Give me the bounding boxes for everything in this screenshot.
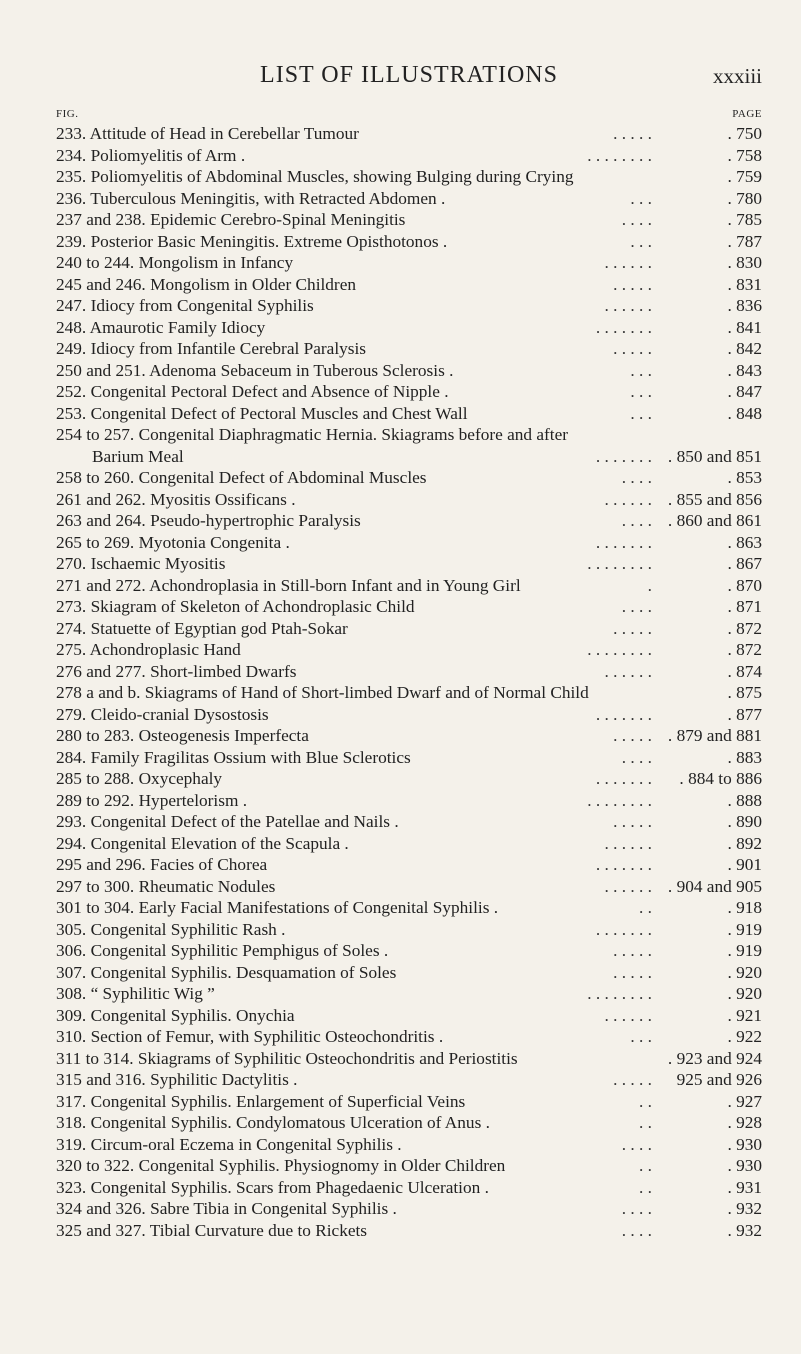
entry-title: 301 to 304. Early Facial Manifestations of Congenital Syphilis . [56, 898, 499, 917]
leader-dots: . . [639, 1177, 652, 1197]
list-item [56, 553, 762, 575]
page-number: xxxiii [712, 64, 762, 88]
list-item [56, 1069, 762, 1091]
leader-dots: . . . . . [613, 618, 652, 638]
leader-dots: . . . . [621, 468, 652, 487]
entry-page: . 872 [727, 640, 762, 659]
leader-dots: . . . . . . . . [587, 554, 652, 573]
entry-page: . 841 [727, 317, 762, 337]
entry-title: 271 and 272. Achondroplasia in Still-born Infant and in Young Girl [56, 575, 521, 595]
entry-title: 258 to 260. Congenital Defect of Abdominal Muscles [56, 468, 427, 487]
entry-page: . 922 [727, 1027, 762, 1046]
entry-title: 254 to 257. Congenital Diaphragmatic Hernia. Skiagrams before and after [56, 425, 569, 444]
list-item [56, 467, 762, 489]
entry-page: . 928 [727, 1113, 762, 1132]
entry-title: 276 and 277. Short-limbed Dwarfs [56, 661, 297, 681]
leader-dots: . . . [630, 360, 652, 380]
entry-page: . 871 [727, 597, 762, 616]
entry-page: . 843 [727, 360, 762, 380]
entry-title: 234. Poliomyelitis of Arm . [56, 145, 246, 165]
leader-dots: . . . . . [613, 812, 652, 831]
list-item [56, 209, 762, 231]
entry-page: . 931 [727, 1177, 762, 1197]
entry-title: 284. Family Fragilitas Ossium with Blue Sclerotics [56, 747, 411, 767]
leader-dots: . . [639, 1113, 652, 1132]
entry-page: . 883 [727, 747, 762, 767]
entry-title: 265 to 269. Myotonia Congenita . [56, 532, 290, 552]
leader-dots: . . . . [621, 511, 652, 530]
list-item [56, 983, 762, 1005]
fig-column-label: FIG. [56, 108, 79, 120]
list-item [56, 274, 762, 296]
entry-page: . 930 [727, 1134, 762, 1154]
entry-title: 310. Section of Femur, with Syphilitic Osteochondritis . [56, 1027, 444, 1046]
leader-dots: . [647, 575, 652, 595]
entry-title: 278 a and b. Skiagrams of Hand of Short-limbed Dwarf and of Normal Child [56, 683, 589, 702]
leader-dots: . . . . . [613, 274, 652, 294]
list-item [56, 338, 762, 360]
leader-dots: . . . [630, 403, 652, 423]
entry-page: . 877 [727, 704, 762, 724]
entry-title: 294. Congenital Elevation of the Scapula . [56, 833, 349, 853]
list-item [56, 725, 762, 747]
list-item [56, 1177, 762, 1199]
entry-page: . 884 to 886 [679, 769, 762, 788]
leader-dots: . . . . . [613, 124, 652, 143]
list-item [56, 639, 762, 661]
entry-page: . 919 [727, 919, 762, 939]
leader-dots: . . . [630, 382, 652, 401]
list-item [56, 897, 762, 919]
entry-page: 925 and 926 [676, 1070, 762, 1089]
leader-dots: . . . . [621, 210, 652, 229]
list-item [56, 381, 762, 403]
entry-title: 285 to 288. Oxycephaly [56, 769, 223, 788]
leader-dots: . . . . [621, 747, 652, 767]
list-item [56, 575, 762, 597]
entry-page: . 787 [727, 231, 762, 251]
entry-title: 250 and 251. Adenoma Sebaceum in Tuberous Sclerosis . [56, 360, 454, 380]
list-item [56, 403, 762, 425]
entry-page: . 932 [727, 1220, 762, 1240]
entry-page: . 927 [727, 1091, 762, 1111]
entry-page: . 860 and 861 [667, 511, 762, 530]
leader-dots: . . . . . [613, 726, 652, 745]
leader-dots: . . . . . [613, 1070, 652, 1089]
entry-page: . 831 [727, 274, 762, 294]
list-item [56, 1220, 762, 1242]
entry-title: 295 and 296. Facies of Chorea [56, 855, 268, 874]
list-item [56, 489, 762, 511]
list-item [56, 768, 762, 790]
entry-title: 306. Congenital Syphilitic Pemphigus of Soles . [56, 941, 389, 960]
entry-page: . 932 [727, 1199, 762, 1218]
entry-page: . 920 [727, 962, 762, 982]
leader-dots: . . . [630, 188, 652, 208]
leader-dots: . . . . . . [604, 489, 652, 509]
page-column-label: PAGE [732, 108, 762, 120]
list-item [56, 188, 762, 210]
list-item [56, 1048, 762, 1070]
entry-page: . 850 and 851 [667, 446, 762, 466]
list-item [56, 1005, 762, 1027]
entry-title: 239. Posterior Basic Meningitis. Extreme Opisthotonos . [56, 231, 448, 251]
entry-page: . 847 [727, 382, 762, 401]
entry-title: 317. Congenital Syphilis. Enlargement of Superficial Veins [56, 1091, 466, 1111]
list-item [56, 1091, 762, 1113]
list-item [56, 682, 762, 704]
entry-title: 233. Attitude of Head in Cerebellar Tumour [56, 124, 359, 143]
entry-page: . 890 [727, 812, 762, 831]
page-title: LIST OF ILLUSTRATIONS [260, 62, 558, 88]
entry-page: . 888 [727, 790, 762, 810]
entry-page: . 875 [727, 683, 762, 702]
leader-dots: . . . . . . [604, 253, 652, 272]
entry-page: . 853 [727, 468, 762, 487]
entry-page: . 920 [727, 984, 762, 1003]
entry-title: 236. Tuberculous Meningitis, with Retracted Abdomen . [56, 188, 446, 208]
leader-dots: . . . . . . [604, 833, 652, 853]
entry-title: 308. “ Syphilitic Wig ” [56, 984, 215, 1003]
entry-title: 273. Skiagram of Skeleton of Achondroplasic Child [56, 597, 415, 616]
leader-dots: . . . . . [613, 339, 652, 358]
entry-title: 253. Congenital Defect of Pectoral Muscles and Chest Wall [56, 403, 468, 423]
leader-dots: . . . . . . [604, 661, 652, 681]
leader-dots: . . . . . . . . [587, 984, 652, 1003]
list-item [56, 1112, 762, 1134]
entry-title: 323. Congenital Syphilis. Scars from Phagedaenic Ulceration . [56, 1177, 489, 1197]
list-item [56, 252, 762, 274]
leader-dots: . . . . . . . [595, 919, 652, 939]
entry-title: 252. Congenital Pectoral Defect and Absence of Nipple . [56, 382, 449, 401]
leader-dots: . . . . . . . [595, 769, 652, 788]
leader-dots: . . . . [621, 1220, 652, 1240]
entry-title: 325 and 327. Tibial Curvature due to Rickets [56, 1220, 368, 1240]
entry-title: 309. Congenital Syphilis. Onychia [56, 1005, 295, 1025]
list-item [56, 1026, 762, 1048]
entry-page: . 918 [727, 898, 762, 917]
list-item [56, 317, 762, 339]
entry-title: 293. Congenital Defect of the Patellae and Nails . [56, 812, 399, 831]
entry-page: . 867 [727, 554, 762, 573]
leader-dots: . . . [630, 231, 652, 251]
list-item [56, 145, 762, 167]
list-item [56, 532, 762, 554]
entry-title: 249. Idiocy from Infantile Cerebral Paralysis [56, 339, 367, 358]
entry-title: 297 to 300. Rheumatic Nodules [56, 876, 276, 896]
entry-title: 305. Congenital Syphilitic Rash . [56, 919, 286, 939]
entry-title: 279. Cleido-cranial Dysostosis [56, 704, 269, 724]
entry-title: 275. Achondroplasic Hand [56, 640, 241, 659]
list-item [56, 661, 762, 683]
leader-dots: . . . [630, 1027, 652, 1046]
entry-title: 240 to 244. Mongolism in Infancy [56, 253, 294, 272]
entry-page: . 785 [727, 210, 762, 229]
entry-page: . 863 [727, 532, 762, 552]
leader-dots: . . . . [621, 1199, 652, 1218]
list-item [56, 295, 762, 317]
entry-page: . 901 [727, 855, 762, 874]
list-item [56, 919, 762, 941]
entry-title: 235. Poliomyelitis of Abdominal Muscles, showing Bulging during Crying [56, 167, 574, 186]
list-item [56, 123, 762, 145]
entry-page: . 842 [727, 339, 762, 358]
list-item [56, 1198, 762, 1220]
entry-title: 248. Amaurotic Family Idiocy [56, 317, 266, 337]
leader-dots: . . . . . [613, 941, 652, 960]
list-item [56, 360, 762, 382]
leader-dots: . . . . [621, 1134, 652, 1154]
entry-title: 318. Congenital Syphilis. Condylomatous Ulceration of Anus . [56, 1113, 490, 1132]
list-item [56, 446, 762, 468]
illustrations-list [56, 123, 762, 1241]
page-header [56, 62, 762, 92]
list-item [56, 790, 762, 812]
entry-title: 315 and 316. Syphilitic Dactylitis . [56, 1070, 298, 1089]
entry-page: . 921 [727, 1005, 762, 1025]
list-item [56, 747, 762, 769]
entry-title: 289 to 292. Hypertelorism . [56, 790, 248, 810]
leader-dots: . . [639, 1156, 652, 1175]
list-item [56, 704, 762, 726]
list-item [56, 166, 762, 188]
entry-title: 311 to 314. Skiagrams of Syphilitic Osteochondritis and Periostitis [56, 1048, 518, 1068]
leader-dots: . . . . . . . . [587, 145, 652, 165]
entry-page: . 750 [727, 124, 762, 143]
leader-dots: . . . . . . . [595, 317, 652, 337]
entry-page: . 759 [727, 167, 762, 186]
list-item [56, 596, 762, 618]
entry-title: 307. Congenital Syphilis. Desquamation of Soles [56, 962, 397, 982]
leader-dots: . . . . . . . . [587, 640, 652, 659]
leader-dots: . . . . [621, 597, 652, 616]
list-item [56, 833, 762, 855]
entry-page: . 930 [727, 1156, 762, 1175]
leader-dots: . . . . . . [604, 1005, 652, 1025]
list-item [56, 1155, 762, 1177]
entry-title: 280 to 283. Osteogenesis Imperfecta [56, 726, 309, 745]
entry-title: Barium Meal [92, 446, 184, 466]
list-item [56, 618, 762, 640]
list-item [56, 510, 762, 532]
entry-title: 270. Ischaemic Myositis [56, 554, 226, 573]
list-item [56, 876, 762, 898]
entry-page: . 919 [727, 941, 762, 960]
entry-page: . 855 and 856 [667, 489, 762, 509]
leader-dots: . . . . . . [604, 296, 652, 315]
leader-dots: . . . . . . . [595, 855, 652, 874]
leader-dots: . . . . . . . [595, 704, 652, 724]
entry-page: . 848 [727, 403, 762, 423]
leader-dots: . . [639, 898, 652, 917]
entry-page: . 874 [727, 661, 762, 681]
entry-page: . 870 [727, 575, 762, 595]
leader-dots: . . [639, 1091, 652, 1111]
entry-page: . 758 [727, 145, 762, 165]
entry-page: . 780 [727, 188, 762, 208]
entry-title: 274. Statuette of Egyptian god Ptah-Sokar [56, 618, 348, 638]
leader-dots: . . . . . . [604, 876, 652, 896]
entry-page: . 879 and 881 [667, 726, 762, 745]
entry-page: . 923 and 924 [667, 1048, 762, 1068]
list-item [56, 854, 762, 876]
entry-title: 237 and 238. Epidemic Cerebro-Spinal Meningitis [56, 210, 406, 229]
list-item [56, 811, 762, 833]
entry-title: 319. Circum-oral Eczema in Congenital Syphilis . [56, 1134, 402, 1154]
leader-dots: . . . . . . . [595, 446, 652, 466]
entry-title: 324 and 326. Sabre Tibia in Congenital Syphilis . [56, 1199, 397, 1218]
list-item [56, 1134, 762, 1156]
leader-dots: . . . . . . . . [587, 790, 652, 810]
list-item [56, 962, 762, 984]
list-item [56, 940, 762, 962]
entry-page: . 904 and 905 [667, 876, 762, 896]
entry-title: 245 and 246. Mongolism in Older Children [56, 274, 357, 294]
entry-page: . 830 [727, 253, 762, 272]
list-item [56, 424, 762, 446]
entry-page: . 872 [727, 618, 762, 638]
entry-page: . 836 [727, 296, 762, 315]
entry-page: . 892 [727, 833, 762, 853]
entry-title: 263 and 264. Pseudo-hypertrophic Paralysis [56, 511, 361, 530]
list-item [56, 231, 762, 253]
entry-title: 320 to 322. Congenital Syphilis. Physiognomy in Older Children [56, 1156, 506, 1175]
leader-dots: . . . . . . . [595, 532, 652, 552]
leader-dots: . . . . . [613, 962, 652, 982]
entry-title: 261 and 262. Myositis Ossificans . [56, 489, 296, 509]
entry-title: 247. Idiocy from Congenital Syphilis [56, 296, 314, 315]
